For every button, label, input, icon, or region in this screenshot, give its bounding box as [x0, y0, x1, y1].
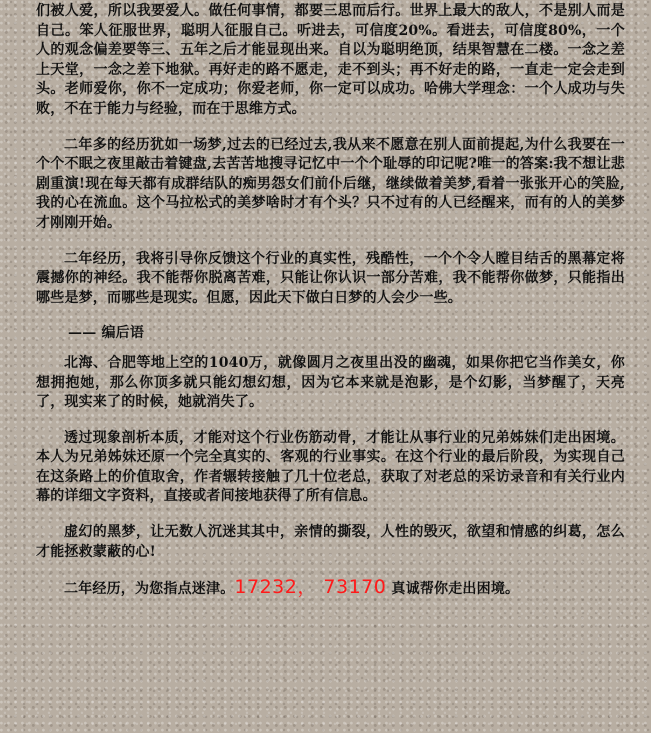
- paragraph-1: 们被人爱，所以我要爱人。做任何事情，都要三思而后行。世界上最大的敌人，不是别人而是自己。笨人征服世界，聪明人征服自己。听进去，可信度20%。看进去，可信度80%，一个人的观念偏差要等三、五年之后才能显现出来。自以为聪明绝顶，结果智慧在二楼。一念之差上天堂，一念之差下地狱。再好走的路不愿走，走不到头；再不好走的路，一直走一定会走到头。老师爱你，你不一定成功；你爱老师，你一定可以成功。哈佛大学理念：一个人成功与失败，不在于能力与经验，而在于思维方式。: [36, 3, 625, 117]
- paragraph-7: [36, 578, 625, 600]
- paragraph-6: 虚幻的黑梦，让无数人沉迷其其中，亲情的撕裂，人性的毁灭，欲望和情感的纠葛，怎么才能拯救蒙蔽的心!: [36, 524, 625, 560]
- paragraph-4: 北海、合肥等地上空的1040万，就像圆月之夜里出没的幽魂，如果你把它当作美女，你想拥抱她，那么你顶多就只能幻想幻想，因为它本来就是泡影，是个幻影，当梦醒了，天亮了，现实来了的时候，她就消失了。: [36, 354, 625, 411]
- paragraph-3: 二年经历，我将引导你反馈这个行业的真实性，残酷性，一个个令人瞠目结舌的黑幕定将震撼你的神经。我不能帮你脱离苦难，只能让你认识一部分苦难，我不能帮你做梦，只能指出哪些是梦，而哪些是现实。但愿，因此天下做白日梦的人会少一些。: [36, 250, 625, 306]
- editor-note-heading: —— 编后语: [68, 325, 145, 342]
- paragraph-5: 透过现象剖析本质，才能对这个行业伤筋动骨，才能让从事行业的兄弟姊妹们走出困境。本人为兄弟姊妹还原一个完全真实的、客观的行业事实。在这个行业的最后阶段，为实现自己在这条路上的价值取舍，作者辗转接触了几十位老总，获取了对老总的采访录音和有关行业内幕的详细文字资料，直接或者间接地获得了所有信息。: [36, 429, 625, 505]
- contact-numbers: 17232， 73170: [234, 576, 387, 599]
- paragraph-2: 二年多的经历犹如一场梦,过去的已经过去,我从来不愿意在别人面前提起,为什么我要在一个个不眠之夜里敲击着键盘,去苦苦地搜寻记忆中一个个耻辱的印记呢?唯一的答案:我不想让悲剧重演!现在每天都有成群结队的痴男怨女们前仆后继，继续做着美梦,看着一张张开心的笑脸,我的心在流血。这个马拉松式的美梦啥时才有个头？只不过有的人已经醒来，而有的人的美梦才刚刚开始。: [36, 136, 625, 231]
- contact-intro-text: 二年经历，为您指点迷津。: [64, 581, 235, 598]
- contact-closing-text: 真诚帮你走出困境。: [391, 581, 520, 598]
